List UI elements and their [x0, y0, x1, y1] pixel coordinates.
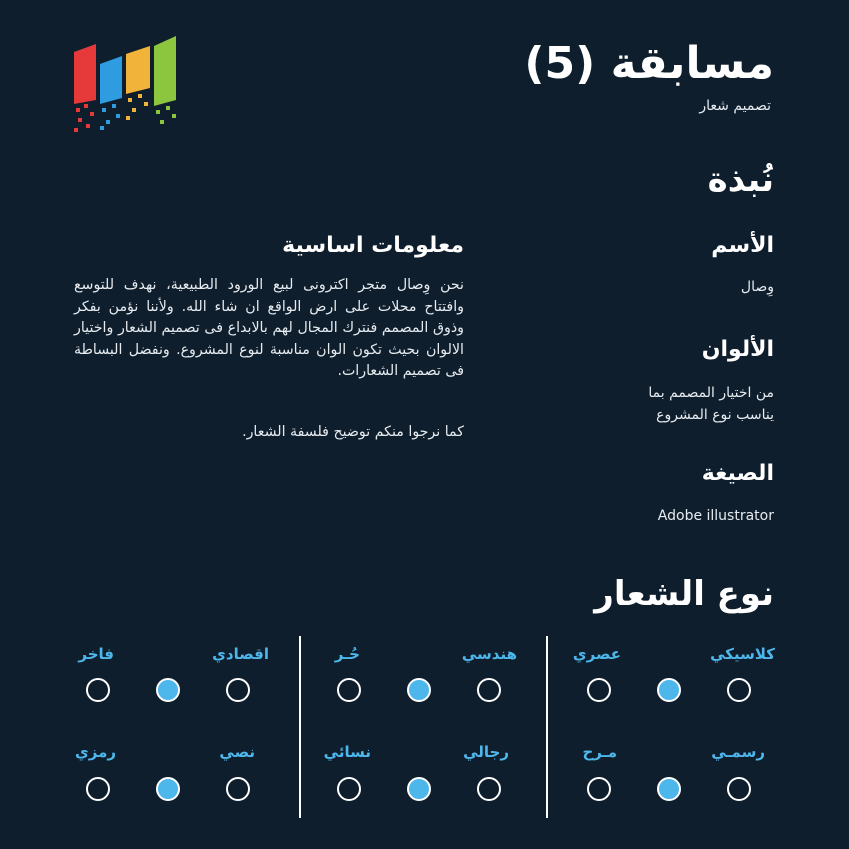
scale-5-left-label: نسائي	[323, 743, 371, 761]
scale-4-option-1-radio[interactable]	[727, 777, 751, 801]
colors-line-1: من اختيار المصمم بما	[648, 385, 774, 401]
scale-5-right-label: رجالي	[463, 743, 509, 761]
name-heading: الأسم	[711, 233, 774, 258]
scale-6-option-3-radio[interactable]	[86, 777, 110, 801]
scale-2-option-1-radio[interactable]	[477, 678, 501, 702]
scale-2-right-label: هندسي	[461, 645, 517, 663]
colors-value	[648, 382, 774, 426]
about-title: نُبذة	[707, 160, 774, 200]
name-value: وِصال	[740, 279, 774, 295]
scale-2-option-2-radio[interactable]	[407, 678, 431, 702]
scale-3-option-1-radio[interactable]	[226, 678, 250, 702]
scale-4-right-label: رسمـي	[711, 743, 765, 761]
scale-4-option-2-radio[interactable]	[657, 777, 681, 801]
scale-2-option-3-radio[interactable]	[337, 678, 361, 702]
scale-3-option-2-radio[interactable]	[156, 678, 180, 702]
page-subtitle: تصميم شعار	[699, 98, 771, 114]
colors-heading: الألوان	[701, 337, 774, 362]
scale-6-option-2-radio[interactable]	[156, 777, 180, 801]
info-paragraph-2: كما نرجوا منكم توضيح فلسفة الشعار.	[242, 424, 464, 440]
scale-3-option-3-radio[interactable]	[86, 678, 110, 702]
info-heading: معلومات اساسية	[282, 233, 464, 258]
logo-type-title: نوع الشعار	[594, 574, 774, 614]
scale-4-option-3-radio[interactable]	[587, 777, 611, 801]
scale-5-option-1-radio[interactable]	[477, 777, 501, 801]
scale-1-left-label: عصري	[572, 645, 621, 663]
column-divider	[546, 636, 548, 818]
scale-1-option-1-radio[interactable]	[727, 678, 751, 702]
scale-2-left-label: حُـر	[334, 645, 360, 663]
scale-3-right-label: اقصادي	[212, 645, 269, 663]
colors-line-2: يناسب نوع المشروع	[656, 407, 774, 423]
scale-5-option-2-radio[interactable]	[407, 777, 431, 801]
scale-4-left-label: مـرح	[582, 743, 617, 761]
scale-3-left-label: فاخر	[78, 645, 114, 663]
scale-6-option-1-radio[interactable]	[226, 777, 250, 801]
scale-6-left-label: رمزي	[74, 743, 116, 761]
scale-6-right-label: نصي	[219, 743, 255, 761]
scale-1-right-label: كلاسيكي	[710, 645, 775, 663]
brand-logo	[72, 34, 182, 138]
page-title: مسابقة (5)	[524, 38, 774, 89]
scale-1-option-2-radio[interactable]	[657, 678, 681, 702]
format-heading: الصيغة	[701, 461, 774, 486]
column-divider	[299, 636, 301, 818]
format-value: Adobe illustrator	[657, 508, 774, 524]
scale-5-option-3-radio[interactable]	[337, 777, 361, 801]
scale-1-option-3-radio[interactable]	[587, 678, 611, 702]
info-paragraph-1: نحن وِصال متجر اكترونى لبيع الورود الطبيعية، نهدف للتوسع وافتتاح محلات على ارض الواقع ان شاء الله. ولأننا نؤمن بفكر وذوق المصمم فنترك المجال لهم بالابداع فى تصميم الشعار واختيار الالوان بحيث تكون الوان مناسبة لنوع المشروع. ونفضل البساطة فى تصميم الشعارات.	[74, 277, 464, 379]
